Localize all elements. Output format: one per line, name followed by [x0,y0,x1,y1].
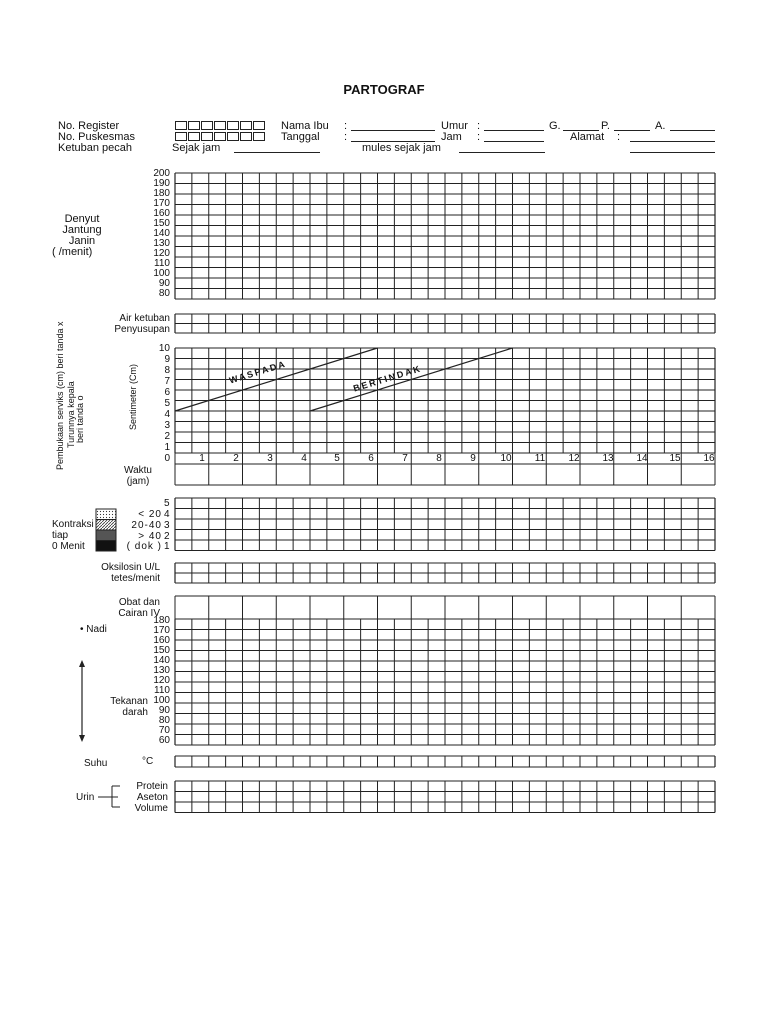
djj-tick: 160 [153,208,170,219]
kontraksi-label: Kontraksi [52,519,94,530]
waktu-label: Waktu [124,465,152,476]
tekanan-tick: 160 [153,635,170,646]
hour-label: 5 [334,453,340,464]
suhu-unit: °C [142,756,154,767]
obat-label: Cairan IV [118,608,160,619]
tekanan-tick: 150 [153,645,170,656]
djj-tick: 180 [153,188,170,199]
label-mules-sejak-jam: mules sejak jam [362,142,441,154]
urin-row-label: Volume [134,803,168,814]
label-no-register: No. Register [58,120,120,132]
kontraksi-tick: 4 [164,509,170,520]
kontraksi-tick: 1 [164,541,170,552]
tekanan-tick: 90 [158,705,170,716]
djj-label-line: Denyut [64,213,100,225]
tekanan-tick: 180 [153,615,170,626]
label-tanggal: Tanggal [281,131,320,143]
label-umur: Umur [441,120,468,132]
tekanan-tick: 130 [153,665,170,676]
hour-label: 8 [436,453,442,464]
pembukaan-serviks-label: Pembukaan serviks (cm) beri tanda x [55,321,65,470]
cervix-tick: 4 [164,409,170,420]
djj-tick: 90 [158,278,170,289]
djj-tick: 190 [153,178,170,189]
oksitosin-label: tetes/menit [111,573,160,584]
label-sejak-jam: Sejak jam [172,142,221,154]
djj-tick: 130 [153,238,170,249]
kontraksi-tick: 3 [164,520,170,531]
waspada-label: WASPADA [228,358,288,386]
oksitosin-label: Oksilosin U/L [101,562,160,573]
cervix-tick: 0 [164,453,170,464]
label-no-puskesmas: No. Puskesmas [58,131,136,143]
djj-tick: 100 [153,268,170,279]
urin-row-label: Protein [136,781,168,792]
djj-tick: 150 [153,218,170,229]
hour-label: 7 [402,453,408,464]
tekanan-tick: 120 [153,675,170,686]
kontraksi-legend: 20-40 [131,520,162,531]
djj-label-line: Jantung [62,224,102,236]
kontraksi-legend: > 40 [138,531,162,542]
kontraksi-legend: < 20 [138,509,162,520]
colon: : [477,131,481,143]
label-p: P. [601,120,610,132]
hour-label: 4 [301,453,307,464]
hour-label: 11 [534,453,546,464]
label-g: G. [549,120,561,132]
waktu-jam-label: (jam) [126,476,150,487]
turunnya-kepala-label: Turunnya kepala [66,381,76,448]
cervix-tick: 6 [164,387,170,398]
urin-row-label: Aseton [136,792,168,803]
hour-label: 2 [233,453,239,464]
tekanan-label: Tekanan [110,696,148,707]
kontraksi-tick: 5 [164,498,170,509]
colon: : [344,131,348,143]
djj-tick: 110 [154,258,170,269]
djj-tick: 120 [153,248,170,259]
hour-label: 1 [199,453,205,464]
kontraksi-legend-box [96,509,116,520]
label-a: A. [655,120,666,132]
bertindak-label: BERTINDAK [352,363,423,394]
cervix-tick: 2 [164,431,170,442]
tekanan-tick: 170 [153,625,170,636]
cervix-tick: 9 [164,354,170,365]
suhu-label: Suhu [84,758,108,769]
djj-label-line: ( /menit) [52,246,93,258]
label-ketuban-pecah: Ketuban pecah [58,142,133,154]
djj-tick: 200 [153,168,170,179]
kontraksi-legend-box [96,530,116,541]
tekanan-tick: 110 [154,685,170,696]
tekanan-tick: 80 [158,715,170,726]
colon: : [477,120,481,132]
hour-label: 10 [500,453,512,464]
kontraksi-tick: 2 [164,531,170,542]
arrow-up-icon [79,660,85,667]
label-alamat: Alamat [570,131,605,143]
colon: : [617,131,621,143]
kontraksi-label: 0 Menit [52,541,85,552]
djj-tick: 140 [153,228,170,239]
air-ketuban-label: Air ketuban [119,313,170,324]
hour-label: 12 [568,453,580,464]
cervix-tick: 3 [164,420,170,431]
sentimeter-label: Sentimeter (Cm) [128,363,138,430]
colon: : [344,120,348,132]
cervix-tick: 7 [164,376,170,387]
kontraksi-legend-box [96,520,116,531]
hour-label: 16 [703,453,715,464]
kontraksi-legend: ( dok ) [126,541,162,552]
hour-label: 14 [636,453,648,464]
page-title: PARTOGRAF [343,82,425,97]
djj-tick: 80 [158,288,170,299]
kontraksi-legend-box [96,541,116,552]
urin-label: Urin [76,792,95,803]
hour-label: 13 [602,453,614,464]
tekanan-tick: 100 [153,695,170,706]
hour-label: 3 [267,453,273,464]
tekanan-tick: 140 [153,655,170,666]
djj-label-line: Janin [68,235,96,247]
djj-tick: 170 [153,198,170,209]
penyusupan-label: Penyusupan [114,324,170,335]
arrow-down-icon [79,735,85,742]
cervix-tick: 1 [164,442,170,453]
cervix-tick: 5 [164,398,170,409]
tekanan-tick: 70 [158,725,170,736]
label-nama-ibu: Nama Ibu [281,120,329,132]
darah-label: darah [122,707,148,718]
nadi-label: • Nadi [80,624,107,635]
cervix-tick: 10 [158,343,170,354]
hour-label: 6 [368,453,374,464]
beri-tanda-o-label: beri tanda o [75,395,85,443]
label-jam: Jam [441,131,462,143]
cervix-tick: 8 [164,365,170,376]
tekanan-tick: 60 [158,735,170,746]
kontraksi-label: tiap [52,530,69,541]
hour-label: 15 [669,453,681,464]
hour-label: 9 [470,453,476,464]
obat-label: Obat dan [118,597,160,608]
